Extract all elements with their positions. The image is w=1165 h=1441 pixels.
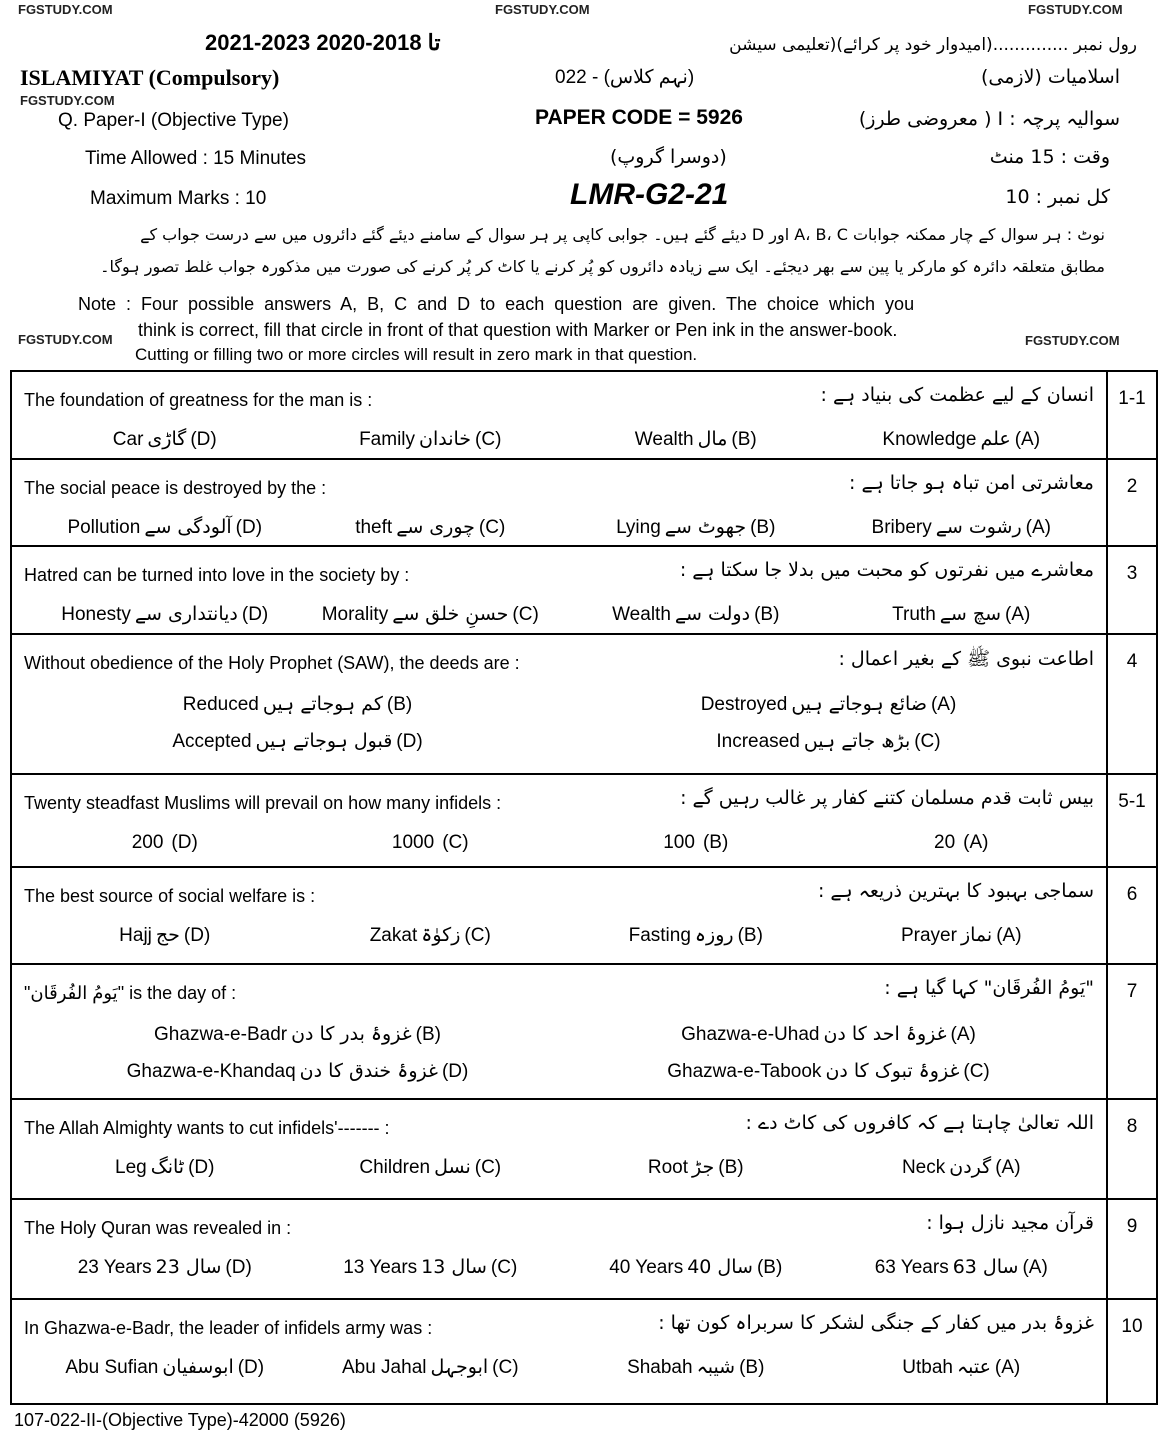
options: [32, 1356, 1094, 1379]
question-text-en: "یَومُ الفُرقَان" is the day of :: [24, 983, 237, 1003]
watermark: FGSTUDY.COM: [18, 332, 113, 347]
option-ur: 13 سال: [421, 1256, 487, 1278]
question-row: [10, 547, 1158, 635]
question-number: 6: [1106, 868, 1156, 963]
question-text-ur: بیس ثابت قدم مسلمان کتنے کفار پر غالب رہیں گے :: [680, 787, 1094, 809]
option-en: Increased: [716, 731, 800, 752]
handwritten-code: LMR-G2-21: [570, 178, 729, 211]
option-letter: (D): [183, 925, 211, 946]
option-ur: نماز: [960, 924, 993, 946]
option-ur: ابوجہل: [430, 1356, 489, 1378]
option-a: [829, 1156, 1095, 1179]
option-en: Family: [359, 429, 416, 450]
option-letter: (B): [415, 1024, 441, 1045]
option-ur: خاندان: [419, 428, 472, 450]
watermark: FGSTUDY.COM: [20, 93, 115, 108]
option-ur: زکوٰۃ: [421, 924, 461, 946]
options: [32, 603, 1094, 626]
questions-table: [10, 370, 1158, 1405]
option-b: [32, 693, 563, 716]
question-text-ur: "یَومُ الفُرقَان" کہا گیا ہے :: [884, 977, 1094, 999]
question-text-en: The Holy Quran was revealed in :: [24, 1218, 292, 1238]
question-text-ur: سماجی بہبود کا بہترین ذریعہ ہے :: [817, 880, 1094, 902]
option-ur: غزوۂ بدر کا دن: [291, 1023, 412, 1045]
option-a: [563, 1023, 1094, 1046]
options: [32, 924, 1094, 947]
option-en: Zakat: [369, 925, 418, 946]
option-en: Accepted: [172, 731, 252, 752]
option-en: 100: [663, 832, 695, 853]
options: [32, 831, 1094, 854]
option-ur: کم ہوجاتے ہیں: [262, 693, 383, 715]
option-ur: شیبہ: [696, 1356, 736, 1378]
option-letter: (B): [702, 832, 729, 853]
option-c: [298, 516, 564, 539]
question-number: 8: [1106, 1100, 1156, 1198]
option-c: [563, 1060, 1094, 1083]
subject-en: ISLAMIYAT (Compulsory): [20, 65, 280, 90]
subject-ur: اسلامیات (لازمی): [980, 66, 1120, 88]
paper-type-en: Q. Paper-I (Objective Type): [58, 110, 289, 131]
option-letter: (D): [190, 429, 217, 450]
option-letter: (D): [171, 832, 198, 853]
note-ur-line1: نوٹ : ہر سوال کے چار ممکنہ جوابات A، B، C اور D دیئے گئے ہیں۔ جوابی کاپی پر ہر سوال کے سامنے دیئے گئے دائروں میں سے درست جواب کے: [140, 225, 1105, 244]
question-text-ur: غزوۂ بدر میں کفار کے جنگی لشکر کا سربراہ کون تھا :: [658, 1312, 1094, 1334]
option-d: [32, 1356, 298, 1379]
option-c: [298, 1156, 564, 1179]
option-letter: (B): [718, 1157, 744, 1178]
option-ur: بڑھ جاتے ہیں: [803, 730, 911, 752]
option-en: 200: [131, 832, 164, 853]
option-a: [829, 603, 1095, 626]
option-c: [298, 924, 564, 947]
option-letter: (A): [950, 1024, 976, 1045]
option-en: Lying: [616, 517, 661, 538]
option-letter: (A): [995, 1157, 1021, 1178]
note-en-line3: Cutting or filling two or more circles will result in zero mark in that question.: [135, 345, 698, 364]
option-ur: ٹانگ: [150, 1156, 185, 1178]
option-letter: (C): [475, 429, 502, 450]
option-ur: مال: [697, 428, 728, 450]
option-d: [32, 831, 298, 854]
option-letter: (D): [188, 1157, 215, 1178]
footer-code: 107-022-II-(Objective Type)-42000 (5926): [14, 1410, 346, 1430]
question-row: [10, 372, 1158, 460]
option-letter: (A): [1025, 517, 1051, 538]
option-ur: نسل: [434, 1156, 471, 1178]
option-b: [563, 1256, 829, 1279]
option-ur: غزوۂ خندق کا دن: [299, 1060, 438, 1082]
option-en: Neck: [901, 1157, 946, 1178]
question-row: [10, 868, 1158, 965]
option-b: [563, 516, 829, 539]
option-en: Reduced: [182, 694, 259, 715]
option-letter: (C): [512, 604, 539, 625]
option-d: [32, 428, 298, 451]
option-ur: حج: [155, 924, 180, 946]
option-a: [829, 428, 1095, 451]
option-b: [563, 924, 829, 947]
question-text-en: Without obedience of the Holy Prophet (SAW), the deeds are :: [24, 653, 520, 673]
option-en: Ghazwa-e-Badr: [154, 1024, 288, 1045]
option-en: Wealth: [634, 429, 694, 450]
option-a: [829, 1256, 1095, 1279]
option-letter: (C): [914, 731, 941, 752]
option-en: Fasting: [628, 925, 691, 946]
question-row: [10, 775, 1158, 868]
option-letter: (C): [478, 517, 506, 538]
option-en: theft: [355, 517, 393, 538]
option-en: Prayer: [900, 925, 957, 946]
option-ur: رشوت سے: [935, 516, 1022, 538]
option-c: [298, 1356, 564, 1379]
time-allowed-ur: وقت : 15 منٹ: [989, 146, 1110, 168]
option-b: [563, 603, 829, 626]
option-en: Truth: [892, 604, 936, 625]
option-letter: (A): [1014, 429, 1041, 450]
option-b: [563, 1156, 829, 1179]
option-letter: (C): [442, 832, 469, 853]
option-ur: غزوۂ احد کا دن: [823, 1023, 947, 1045]
option-en: Ghazwa-e-Uhad: [681, 1024, 820, 1045]
max-marks-en: Maximum Marks : 10: [90, 188, 267, 209]
option-en: Ghazwa-e-Khandaq: [126, 1061, 296, 1082]
option-letter: (C): [492, 1357, 519, 1378]
option-letter: (A): [994, 1357, 1021, 1378]
question-text-ur: قرآن مجید نازل ہوا :: [926, 1212, 1094, 1234]
option-c: [298, 1256, 564, 1279]
option-letter: (B): [737, 925, 763, 946]
question-text-en: The best source of social welfare is :: [24, 886, 316, 906]
question-text-ur: اللہ تعالیٰ چاہتا ہے کہ کافروں کی کاٹ دے :: [745, 1112, 1094, 1134]
question-number: 7: [1106, 965, 1156, 1098]
option-a: [829, 924, 1095, 947]
note-ur-line2: مطابق متعلقہ دائرہ کو مارکر یا پین سے بھر دیجئے۔ ایک سے زیادہ دائروں کو پُر کرنے یا کاٹ کر پُر کرنے کی صورت میں مذکورہ جواب غلط تصور ہوگا۔: [100, 257, 1105, 276]
option-en: Abu Sufian: [65, 1357, 159, 1378]
option-en: 1000: [391, 832, 435, 853]
option-d: [32, 1256, 298, 1279]
question-number: 9: [1106, 1200, 1156, 1298]
option-letter: (A): [1022, 1257, 1048, 1278]
option-en: Bribery: [871, 517, 932, 538]
option-en: Abu Jahal: [341, 1357, 427, 1378]
option-en: 23 Years: [77, 1257, 152, 1278]
question-number: 10: [1106, 1300, 1156, 1403]
option-en: Root: [647, 1157, 689, 1178]
option-ur: ابوسفیان: [162, 1356, 234, 1378]
option-ur: سچ سے: [939, 603, 1002, 625]
watermark: FGSTUDY.COM: [1028, 2, 1123, 17]
paper-code: PAPER CODE = 5926: [535, 106, 743, 129]
option-b: [32, 1023, 563, 1046]
option-letter: (B): [739, 1357, 765, 1378]
option-en: Car: [112, 429, 144, 450]
session-years: 2021-2023 تا 2018-2020: [205, 30, 441, 55]
option-letter: (A): [963, 832, 989, 853]
question-row: [10, 635, 1158, 775]
option-d: [32, 1060, 563, 1083]
question-text-en: In Ghazwa-e-Badr, the leader of infidels army was :: [24, 1318, 433, 1338]
option-letter: (A): [930, 694, 957, 715]
option-en: 40 Years: [609, 1257, 684, 1278]
option-ur: جھوٹ سے: [664, 516, 747, 538]
option-c: [563, 730, 1094, 753]
option-en: Children: [359, 1157, 431, 1178]
option-letter: (C): [464, 925, 491, 946]
options: [32, 1023, 1094, 1083]
question-text-en: The social peace is destroyed by the :: [24, 478, 327, 498]
question-row: [10, 965, 1158, 1100]
question-text-en: The Allah Almighty wants to cut infidels'------- :: [24, 1118, 390, 1138]
question-text-en: Twenty steadfast Muslims will prevail on how many infidels :: [24, 793, 502, 813]
question-text-ur: معاشرے میں نفرتوں کو محبت میں بدلا جا سکتا ہے :: [679, 559, 1094, 581]
option-en: Morality: [321, 604, 389, 625]
question-text-ur: اطاعت نبوی ﷺ کے بغیر اعمال :: [838, 648, 1094, 670]
question-number: 5-1: [1106, 775, 1156, 866]
question-row: [10, 1300, 1158, 1405]
option-ur: روزہ: [694, 924, 734, 946]
option-ur: 40 سال: [687, 1256, 753, 1278]
option-ur: علم: [980, 428, 1011, 450]
option-en: Shabah: [627, 1357, 693, 1378]
option-b: [563, 428, 829, 451]
option-letter: (D): [235, 517, 263, 538]
question-number: 3: [1106, 547, 1156, 633]
question-number: 1-1: [1106, 372, 1156, 458]
option-en: Hajj: [119, 925, 152, 946]
roll-number-line: رول نمبر ..............(امیدوار خود پر کرائے)(تعلیمی سیشن: [729, 35, 1137, 55]
question-text-en: Hatred can be turned into love in the society by :: [24, 565, 410, 585]
option-en: Knowledge: [882, 429, 977, 450]
option-ur: دیانتداری سے: [134, 603, 238, 625]
option-ur: جڑ: [692, 1156, 715, 1178]
question-row: [10, 1100, 1158, 1200]
option-d: [32, 1156, 298, 1179]
option-letter: (C): [490, 1257, 518, 1278]
options: [32, 1256, 1094, 1279]
option-letter: (B): [731, 429, 757, 450]
option-letter: (C): [963, 1061, 990, 1082]
option-a: [829, 831, 1095, 854]
option-a: [563, 693, 1094, 716]
option-letter: (D): [225, 1257, 252, 1278]
option-d: [32, 516, 298, 539]
option-letter: (C): [474, 1157, 502, 1178]
option-letter: (D): [237, 1357, 265, 1378]
option-letter: (D): [241, 604, 269, 625]
option-ur: حسنِ خلق سے: [392, 603, 509, 625]
options: [32, 693, 1094, 753]
watermark: FGSTUDY.COM: [495, 2, 590, 17]
option-b: [563, 831, 829, 854]
option-ur: قبول ہوجاتے ہیں: [255, 730, 393, 752]
option-ur: غزوۂ تبوک کا دن: [825, 1060, 960, 1082]
option-letter: (A): [1005, 604, 1031, 625]
option-letter: (B): [754, 604, 780, 625]
question-number: 2: [1106, 460, 1156, 545]
option-en: Leg: [115, 1157, 147, 1178]
option-en: Honesty: [61, 604, 131, 625]
option-letter: (A): [996, 925, 1022, 946]
option-en: 63 Years: [874, 1257, 949, 1278]
option-b: [563, 1356, 829, 1379]
question-text-en: The foundation of greatness for the man is :: [24, 390, 373, 410]
option-c: [298, 831, 564, 854]
option-en: Pollution: [67, 517, 141, 538]
question-text-ur: انسان کے لیے عظمت کی بنیاد ہے :: [820, 384, 1094, 406]
class-code: 022 - (نہم کلاس): [555, 67, 695, 88]
question-text-ur: معاشرتی امن تباہ ہو جاتا ہے :: [849, 472, 1094, 494]
option-ur: 63 سال: [952, 1256, 1019, 1278]
option-ur: آلودگی سے: [144, 516, 232, 538]
option-en: Utbah: [902, 1357, 953, 1378]
question-number: 4: [1106, 635, 1156, 773]
max-marks-ur: کل نمبر : 10: [1005, 186, 1110, 208]
option-en: Wealth: [612, 604, 671, 625]
options: [32, 1156, 1094, 1179]
time-allowed-en: Time Allowed : 15 Minutes: [85, 148, 307, 169]
option-a: [829, 516, 1095, 539]
option-en: Destroyed: [700, 694, 788, 715]
option-ur: ضائع ہوجاتے ہیں: [791, 693, 927, 715]
note-en-line2: think is correct, fill that circle in front of that question with Marker or Pen ink in the answer-book.: [138, 320, 898, 340]
option-ur: 23 سال: [155, 1256, 222, 1278]
options: [32, 428, 1094, 451]
option-letter: (B): [386, 694, 413, 715]
option-letter: (D): [396, 731, 423, 752]
note-en-line1: Note : Four possible answers A, B, C and D to each question are given. The choice which you: [78, 294, 915, 314]
option-letter: (D): [441, 1061, 469, 1082]
options: [32, 516, 1094, 539]
option-ur: عتبہ: [956, 1356, 991, 1378]
option-c: [298, 603, 564, 626]
option-d: [32, 730, 563, 753]
option-d: [32, 603, 298, 626]
option-ur: چوری سے: [396, 516, 475, 538]
watermark: FGSTUDY.COM: [1025, 333, 1120, 348]
option-ur: گاڑی: [147, 428, 187, 450]
paper-type-ur: سوالیہ پرچہ : I ( معروضی طرز): [858, 108, 1120, 130]
group-ur: (دوسرا گروپ): [610, 146, 727, 168]
option-a: [829, 1356, 1095, 1379]
option-d: [32, 924, 298, 947]
option-ur: گردن: [949, 1156, 992, 1178]
option-c: [298, 428, 564, 451]
option-ur: دولت سے: [674, 603, 751, 625]
option-en: 13 Years: [343, 1257, 418, 1278]
option-en: 20: [934, 832, 956, 853]
option-letter: (B): [750, 517, 776, 538]
question-row: [10, 1200, 1158, 1300]
option-en: Ghazwa-e-Tabook: [667, 1061, 822, 1082]
question-row: [10, 460, 1158, 547]
option-letter: (B): [756, 1257, 783, 1278]
watermark: FGSTUDY.COM: [18, 2, 113, 17]
